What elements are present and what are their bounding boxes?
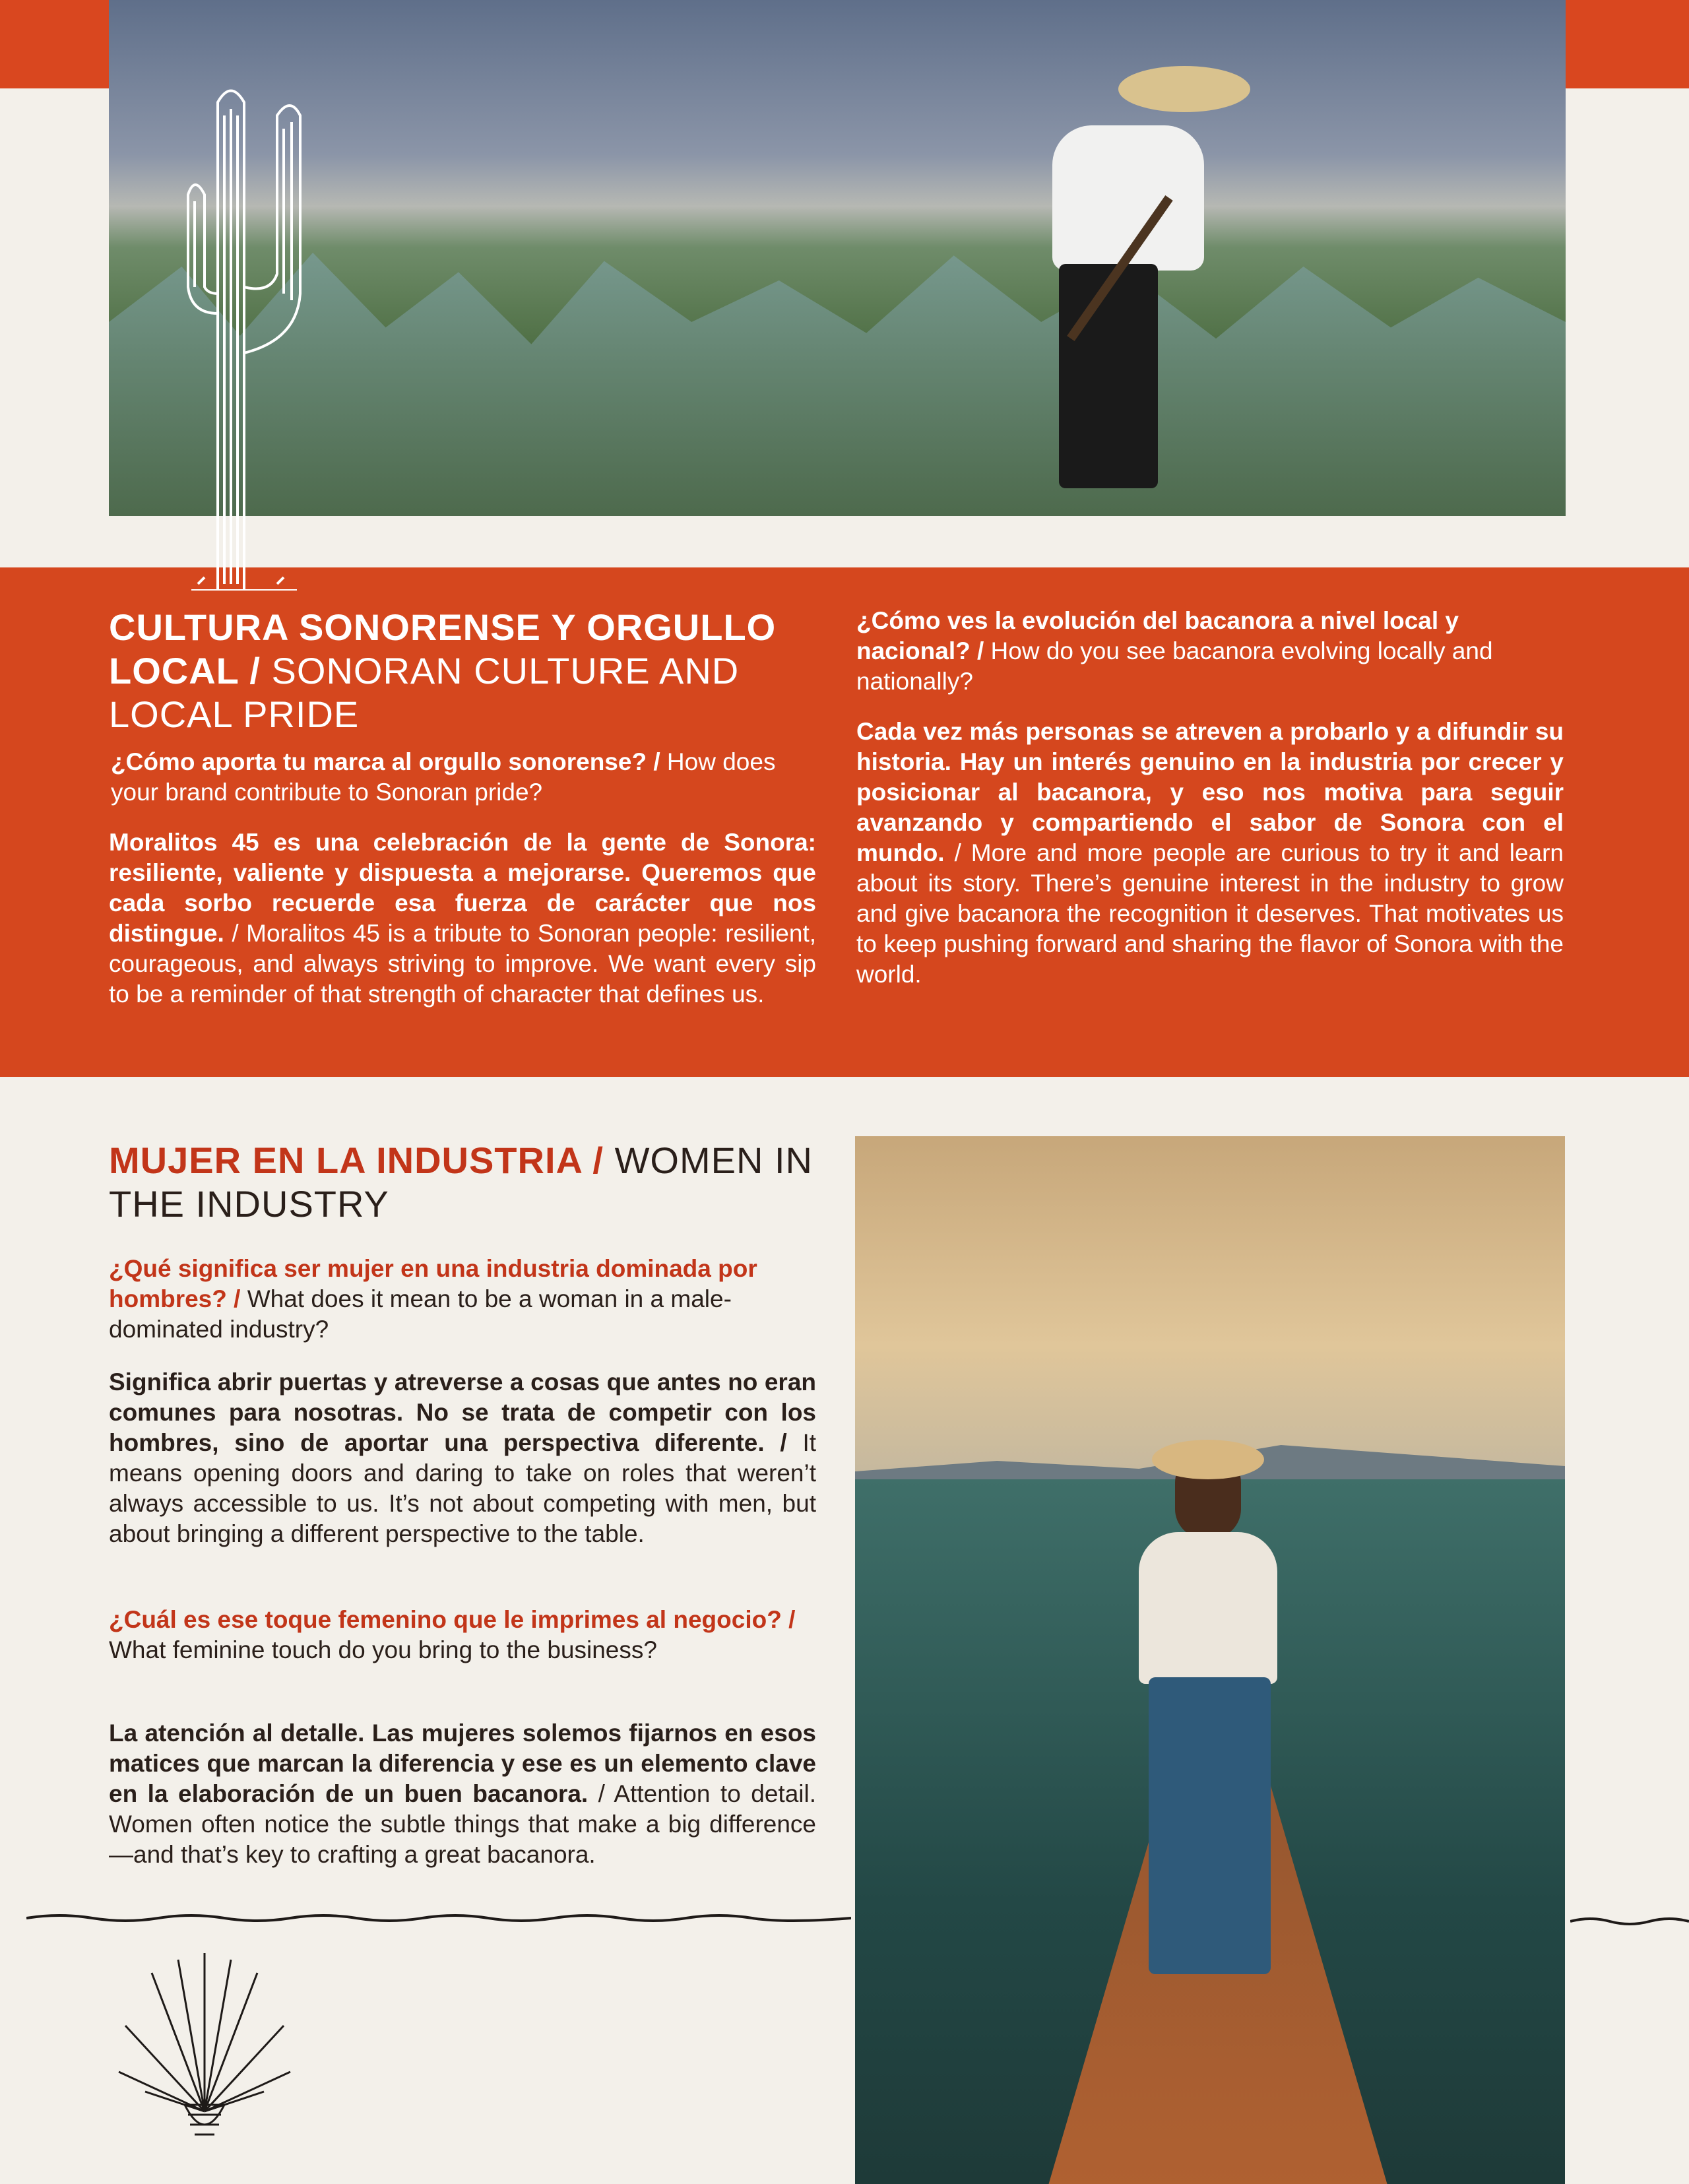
section1-answer1: Moralitos 45 es una celebración de la gente de Sonora: resiliente, valiente y dispuesta a mejorarse. Queremos que cada sorbo recuerde esa fuerza de carácter que nos distingue. / Moralitos 45 is a tribute to Sonoran people: resilient, courageous, and always striving to improve. We want every sip to be a reminder of that strength of character that defines us. — [109, 829, 817, 1008]
woman-agave-field-photo — [855, 1136, 1565, 2184]
farmer-hat — [1118, 66, 1250, 112]
section2-question2: ¿Cuál es ese toque femenino que le imprimes al negocio? / What feminine touch do you bring to the business? — [109, 1606, 796, 1663]
section2-question1: ¿Qué significa ser mujer en una industria dominada por hombres? / What does it mean to be a woman in a male-dominated industry? — [109, 1255, 757, 1343]
section2-heading-es: MUJER EN LA INDUSTRIA / — [109, 1140, 604, 1181]
woman-shirt — [1139, 1532, 1277, 1684]
agave-field-farmer-photo — [109, 0, 1566, 516]
section1-heading-es: CULTURA SONORENSE Y ORGULLO LOCAL / — [109, 606, 777, 691]
ground-line-right — [1570, 1913, 1689, 1927]
woman-jeans — [1149, 1677, 1271, 1974]
section2-answer1: Significa abrir puertas y atreverse a cosas que antes no eran comunes para nosotras. No se trata de competir con los hombres, sino de aportar una perspectiva diferente. / It means opening doors and daring to take on roles that weren’t always accessible to us. It’s not about competing with men, but about bringing a different perspective to the table. — [109, 1368, 816, 1547]
agave-plant-icon — [112, 1946, 297, 2144]
section1-question2: ¿Cómo ves la evolución del bacanora a nivel local y nacional? / How do you see bacanora evolving locally and nationally? — [856, 607, 1493, 695]
section1-heading — [109, 606, 788, 736]
section1-heading-en: SONORAN CULTURE AND LOCAL PRIDE — [109, 650, 740, 735]
farmer-legs — [1059, 264, 1158, 488]
saguaro-cactus-icon — [178, 76, 310, 591]
ground-line-left — [26, 1910, 851, 1923]
section1-question1: ¿Cómo aporta tu marca al orgullo sonorense? / How does your brand contribute to Sonoran pride? — [111, 748, 776, 806]
section2-heading-en: WOMEN IN THE INDUSTRY — [109, 1140, 813, 1225]
section1-answer2: Cada vez más personas se atreven a probarlo y a difundir su historia. Hay un interés genuino en la industria por crecer y posicionar al bacanora, y eso nos motiva para seguir avanzando y compartiendo el sabor de Sonora con el mundo. / More and more people are curious to try it and learn about its story. There’s genuine interest in the industry to grow and give bacanora the recognition it deserves. That motivates us to keep pushing forward and sharing the flavor of Sonora with the world. — [856, 718, 1564, 988]
section2-heading — [109, 1139, 821, 1226]
section2-answer2: La atención al detalle. Las mujeres solemos fijarnos en esos matices que marcan la diferencia y ese es un elemento clave en la elaboración de un buen bacanora. / Attention to detail. Women often notice the subtle things that make a big difference—and that’s key to crafting a great bacanora. — [109, 1719, 817, 1868]
woman-hat — [1152, 1440, 1264, 1479]
